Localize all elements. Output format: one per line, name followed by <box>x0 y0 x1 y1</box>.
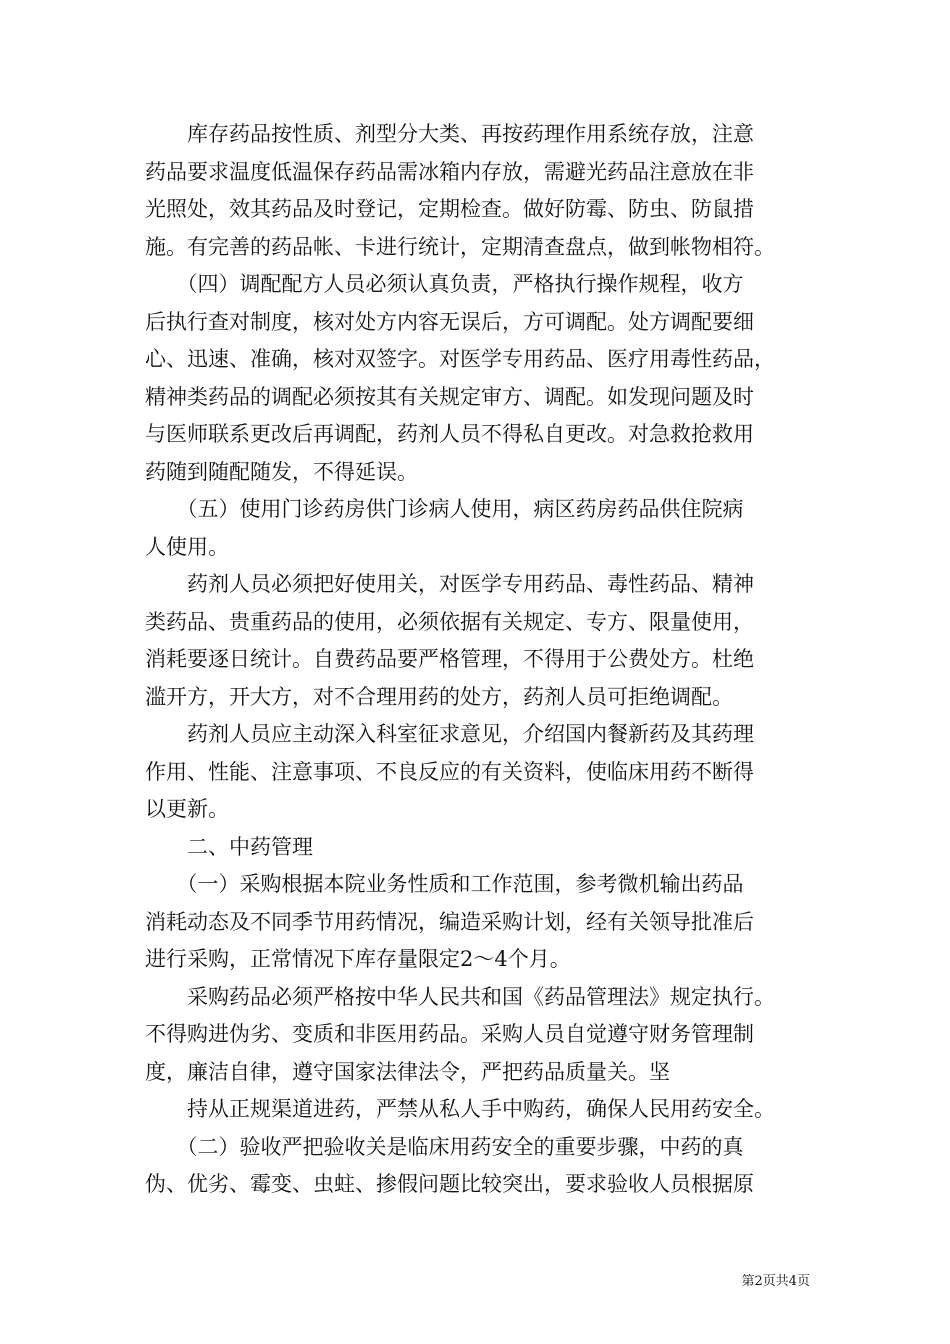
text-line: 施。有完善的药品帐、卡进行统计，定期清查盘点，做到帐物相符。 <box>145 234 775 259</box>
page-number-footer: 第2页共4页 <box>741 1274 810 1289</box>
text-line: （四）调配配方人员必须认真负责，严格执行操作规程，收方 <box>145 272 744 296</box>
text-line: 消耗动态及不同季节用药情况，编造采购计划，经有关领导批准后 <box>145 909 754 934</box>
text-line: 以更新。 <box>145 797 229 821</box>
text-line: 药随到随配随发，不得延误。 <box>145 459 418 484</box>
text-line: 与医师联系更改后再调配，药剂人员不得私自更改。对急救抢救用 <box>145 422 754 446</box>
section-heading: 二、中药管理 <box>145 834 313 859</box>
text-line: 库存药品按性质、剂型分大类、再按药理作用系统存放，注意 <box>145 122 754 146</box>
text-line: 人使用。 <box>145 534 229 559</box>
text-line: 滥开方，开大方，对不合理用药的处方，药剂人员可拒绝调配。 <box>145 684 733 709</box>
text-line: 心、迅速、准确，核对双签字。对医学专用药品、医疗用毒性药品， <box>145 347 775 371</box>
body-text <box>145 116 820 1204</box>
text-line: 持从正规渠道进药，严禁从私人手中购药，确保人民用药安全。 <box>145 1097 775 1121</box>
text-line: 类药品、贵重药品的使用，必须依据有关规定、专方、限量使用， <box>145 609 754 634</box>
text-line: （二）验收严把验收关是临床用药安全的重要步骤，中药的真 <box>145 1134 744 1159</box>
text-line: （五）使用门诊药房供门诊病人使用，病区药房药品供住院病 <box>145 497 744 521</box>
text-line: 不得购进伪劣、变质和非医用药品。采购人员自觉遵守财务管理制 <box>145 1022 754 1046</box>
text-line: 作用、性能、注意事项、不良反应的有关资料，使临床用药不断得 <box>145 759 754 784</box>
text-line: 药剂人员应主动深入科室征求意见，介绍国内餐新药及其药理 <box>145 722 754 746</box>
text-line: 光照处，效其药品及时登记，定期检查。做好防霉、防虫、防鼠措 <box>145 197 754 221</box>
text-line: 后执行查对制度，核对处方内容无误后，方可调配。处方调配要细 <box>145 309 754 334</box>
text-line: 精神类药品的调配必须按其有关规定审方、调配。如发现问题及时 <box>145 384 754 409</box>
text-line: 药剂人员必须把好使用关，对医学专用药品、毒性药品、精神 <box>145 572 754 596</box>
text-line: 伪、优劣、霉变、虫蛀、掺假问题比较突出，要求验收人员根据原 <box>145 1172 754 1196</box>
text-line: 消耗要逐日统计。自费药品要严格管理，不得用于公费处方。杜绝 <box>145 647 754 671</box>
text-line: 进行采购，正常情况下库存量限定2～4个月。 <box>145 947 571 971</box>
text-line: 药品要求温度低温保存药品需冰箱内存放，需避光药品注意放在非 <box>145 159 754 184</box>
text-line: （一）采购根据本院业务性质和工作范围，参考微机输出药品 <box>145 872 744 896</box>
text-line: 采购药品必须严格按中华人民共和国《药品管理法》规定执行。 <box>145 984 775 1009</box>
text-line: 度，廉洁自律，遵守国家法律法令，严把药品质量关。坚 <box>145 1059 670 1084</box>
